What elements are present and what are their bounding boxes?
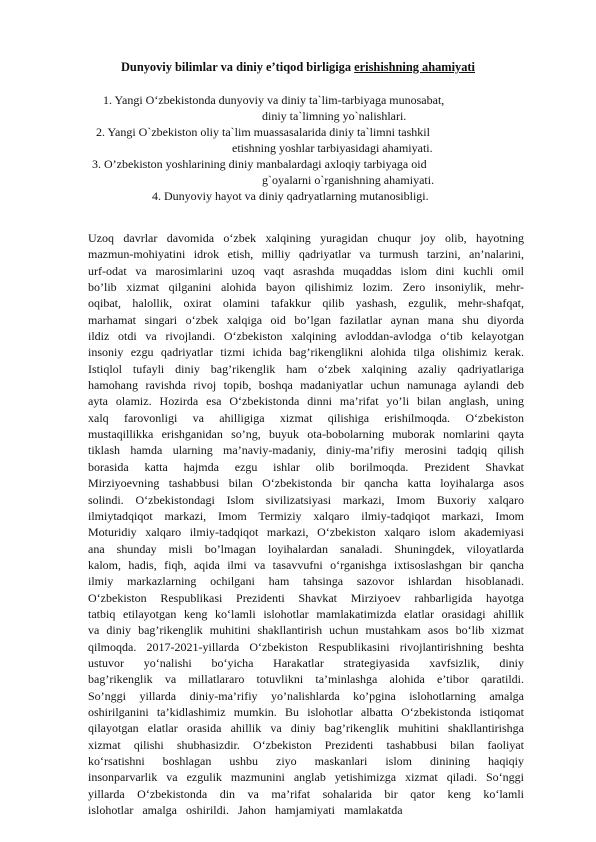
body-line: bag’rikenglik va millatlararo totuvlikni ta’minlashga alohida e’tibor qaratildi. (88, 672, 524, 687)
body-line: urf-odat va marosimlarini uzoq vaqt asrashda muqaddas islom dini kuchli omil (88, 263, 524, 278)
body-line: qilayotgan elatlar orasida ahillik va diniy bag’rikenglik muhitini shakllantirishga (88, 721, 524, 736)
body-line: ilmiy markazlarning ochilgani ham tahsinga sazovor ishlardan hisoblanadi. (88, 574, 524, 589)
body-line: ildiz otdi va rivojlandi. O‘zbekiston xalqining avloddan-avlodga o‘tib kelayotgan (88, 329, 524, 344)
title-underlined-text: erishishning ahamiyati (354, 60, 476, 74)
body-line: insonparvarlik va ezgulik mazmunini anglab yetishimizga xizmat qiladi. So‘nggi (88, 770, 524, 785)
body-line: ko‘rsatishni boshlagan ushbu ziyo maskanlari islom dinining haqiqiy (88, 754, 524, 768)
outline-item-1-continuation: diniy ta`limning yo`nalishlari. (262, 109, 407, 123)
body-line: oshirilganini ta’kidlashimiz mumkin. Bu islohotlar albatta O‘zbekistonda istiqomat (88, 704, 524, 719)
outline-item-3-continuation: g`oyalarni o`rganishning ahamiyati. (262, 173, 435, 187)
body-line: Mirziyoevning tashabbusi bilan O‘zbekistonda bir qancha katta loyihalarga asos (88, 476, 524, 491)
body-line: bo’lib xizmat qilganini alohida bayon qilishimiz lozim. Zero insoniylik, mehr- (88, 280, 524, 295)
body-line: va diniy bag’rikenglik muhitini shakllantirish uchun mustahkam asos bo‘lib xizmat (88, 623, 524, 638)
body-paragraph (88, 230, 524, 818)
body-line: ustuvor yo‘nalishi bo‘yicha Harakatlar strategiyasida xavfsizlik, diniy (88, 655, 524, 670)
body-line: ilmiytadqiqot markazi, Imom Termiziy xalqaro ilmiy-tadqiqot markazi, Imom (88, 508, 524, 523)
body-line: yillarda O‘zbekistonda din va ma’rifat sohalarida bir qator keng ko‘lamli (88, 786, 524, 801)
outline-item-3: 3. O’zbekiston yoshlarining diniy manbalardagi axloqiy tarbiyaga oid (92, 157, 427, 171)
body-line: solindi. O‘zbekistondagi Islom sivilizatsiyasi markazi, Imom Buxoriy xalqaro (88, 492, 524, 507)
body-line: qilmoqda. 2017-2021-yillarda O‘zbekiston Respublikasini rivojlantirishning beshta (88, 639, 524, 654)
body-line: Uzoq davrlar davomida o‘zbek xalqining yuragidan chuqur joy olib, hayotning (88, 231, 524, 245)
title-text: Dunyoviy bilimlar va diniy e’tiqod birligiga (120, 60, 352, 74)
body-line: So’nggi yillarda diniy-ma’rifiy yo’nalishlarda ko’pgina islohotlarning amalga (88, 688, 524, 703)
body-line: ayta olamiz. Hozirda esa O‘zbekistonda dinni ma’rifat yo’li bilan anglash, uning (88, 394, 524, 409)
body-line: xalq farovonligi va ahilligiga xizmat qilishiga erishilmoqda. O‘zbekiston (88, 410, 524, 425)
outline-item-2-continuation: etishning yoshlar tarbiyasidagi ahamiyati. (232, 141, 433, 155)
body-line: kalom, hadis, fiqh, aqida ilmi va tasavvufni o‘rganishga ixtisoslashgan bir qancha (88, 557, 524, 572)
body-line: insoniy ezgu qadriyatlar tizmi ichida bag’rikenglikni alohida tilga olishimiz kerak. (88, 345, 524, 360)
body-line: islohotlar amalga oshirildi. Jahon hamjamiyati mamlakatda (88, 803, 403, 818)
body-line: mazmun-mohiyatini idrok etish, milliy qadriyatlar va turmush tarzini, an’nalarini, (88, 247, 524, 262)
body-line: marhamat singari o‘zbek xalqiga oid bo’lgan fazilatlar aynan mana shu diyorda (88, 312, 524, 327)
body-line: mustaqillikka erishganidan so’ng, buyuk ota-bobolarning muborak nomlarini qayta (88, 427, 524, 442)
body-line: O‘zbekiston Respublikasi Prezidenti Shavkat Mirziyoev rahbarligida hayotga (88, 590, 524, 605)
body-line: xizmat qilishi shubhasizdir. O‘zbekiston Prezidenti tashabbusi bilan faoliyat (88, 737, 524, 752)
body-line: Istiqlol tufayli diniy bag’rikenglik ham o‘zbek xalqining azaliy qadriyatlariga (88, 361, 524, 376)
body-line: borasida katta hajmda ezgu ishlar olib borilmoqda. Prezident Shavkat (88, 459, 524, 474)
outline-item-2: 2. Yangi O`zbekiston oliy ta`lim muassasalarida diniy ta`limni tashkil (96, 125, 430, 139)
outline-item-1: 1. Yangi O‘zbekistonda dunyoviy va diniy ta`lim-tarbiyaga munosabat, (103, 93, 445, 107)
body-line: Moturidiy xalqaro ilmiy-tadqiqot markazi, O‘zbekiston xalqaro islom akademiyasi (88, 525, 524, 540)
body-line: ana shunday misli bo’lmagan loyihalardan sanaladi. Shuningdek, viloyatlarda (88, 541, 524, 556)
body-line: tatbiq etilayotgan keng ko‘lamli islohotlar mamlakatimizda elatlar orasidagi ahillik (88, 606, 524, 621)
body-line: tiklash hamda ularning ma’naviy-madaniy, diniy-ma’rifiy merosini tadqiq qilish (88, 443, 524, 458)
body-line: hamohang ravishda rivoj topib, boshqa madaniyatlar uchun namunaga aylandi deb (88, 378, 524, 393)
body-line: oqibat, halollik, oxirat olamini tafakkur qilib yashash, ezgulik, mehr-shafqat, (88, 296, 524, 311)
document-title (0, 60, 596, 75)
outline-item-4: 4. Dunyoviy hayot va diniy qadryatlarning mutanosibligi. (152, 189, 429, 203)
